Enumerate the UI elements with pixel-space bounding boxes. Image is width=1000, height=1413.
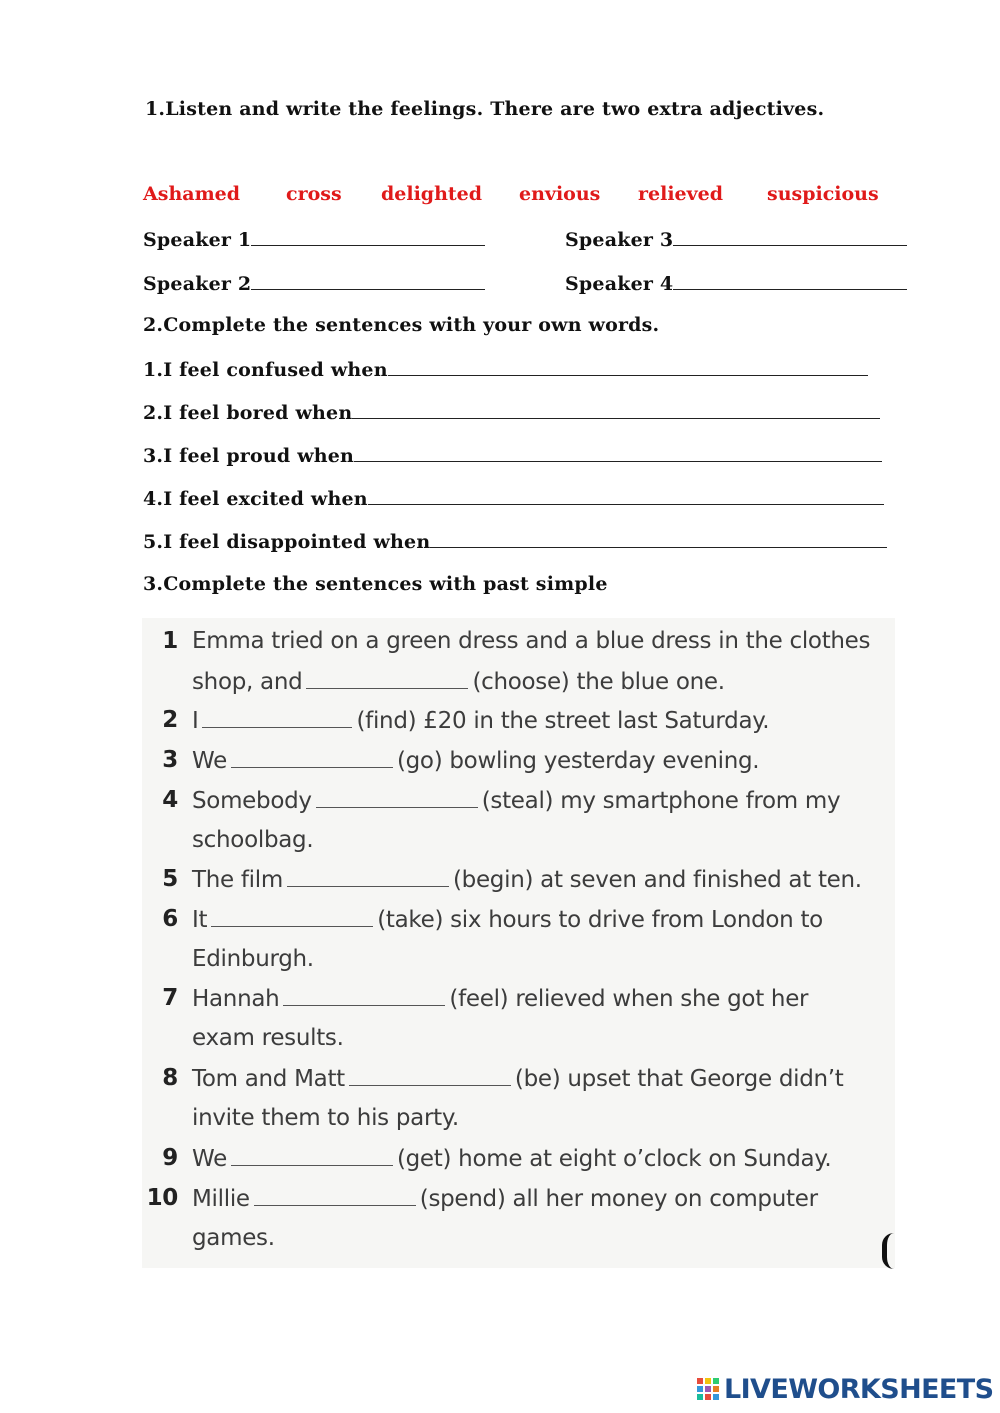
logo-text: LIVEWORKSHEETS [724, 1374, 994, 1405]
section1-heading: 1.Listen and write the feelings. There are two extra adjectives. [145, 98, 825, 120]
word-bank-item: relieved [638, 183, 724, 205]
answer-blank[interactable] [354, 443, 882, 462]
item-number: 1 [162, 628, 178, 654]
item-text: exam results. [192, 1025, 344, 1051]
answer-blank[interactable] [352, 400, 880, 419]
answer-blank[interactable] [368, 486, 884, 505]
word-bank-item: suspicious [767, 183, 879, 205]
sentence-row [143, 486, 884, 510]
item-text: Somebody (steal) my smartphone from my [192, 788, 841, 814]
sentence-row [143, 529, 887, 553]
sentence-prompt: 4.I feel excited when [143, 488, 368, 510]
item-number: 3 [162, 747, 178, 773]
item-number: 5 [162, 866, 178, 892]
item-number: 8 [162, 1065, 178, 1091]
speaker-label: Speaker 2 [143, 273, 252, 295]
item-number: 7 [162, 985, 178, 1011]
item-text: shop, and (choose) the blue one. [192, 669, 725, 695]
item-text: Hannah (feel) relieved when she got her [192, 986, 809, 1012]
sentence-prompt: 3.I feel proud when [143, 445, 355, 467]
item-number: 4 [162, 787, 178, 813]
sentence-prompt: 5.I feel disappointed when [143, 531, 431, 553]
word-bank-item: envious [519, 183, 601, 205]
item-text: games. [192, 1225, 275, 1251]
sentence-prompt: 2.I feel bored when [143, 402, 353, 424]
word-bank-item: cross [286, 183, 342, 205]
item-text: Edinburgh. [192, 946, 314, 972]
item-number: 10 [146, 1185, 178, 1211]
logo-icon [696, 1376, 722, 1410]
sentence-row [143, 400, 880, 424]
speaker-row [143, 271, 485, 295]
item-text: Emma tried on a green dress and a blue dress in the clothes [192, 628, 871, 654]
speaker-row [565, 271, 907, 295]
item-text: It (take) six hours to drive from London to [192, 907, 823, 933]
item-number: 2 [162, 707, 178, 733]
item-text: I (find) £20 in the street last Saturday. [192, 708, 770, 734]
verb-blank[interactable] [287, 866, 449, 887]
verb-blank[interactable] [306, 668, 468, 689]
verb-blank[interactable] [283, 985, 445, 1006]
section2-heading: 2.Complete the sentences with your own words. [143, 314, 660, 336]
answer-blank[interactable] [388, 357, 868, 376]
answer-blank[interactable] [251, 271, 485, 290]
item-text: The film (begin) at seven and finished at ten. [192, 867, 862, 893]
answer-blank[interactable] [430, 529, 887, 548]
answer-blank[interactable] [251, 227, 485, 246]
verb-blank[interactable] [231, 1145, 393, 1166]
item-text: Millie (spend) all her money on computer [192, 1186, 818, 1212]
sentence-row [143, 357, 868, 381]
verb-blank[interactable] [211, 906, 373, 927]
past-simple-exercise [142, 618, 895, 1268]
item-text: Tom and Matt (be) upset that George didn’t [192, 1066, 844, 1092]
verb-blank[interactable] [349, 1065, 511, 1086]
scan-mark [882, 1233, 901, 1269]
speaker-label: Speaker 1 [143, 229, 252, 251]
word-bank-item: delighted [381, 183, 483, 205]
sentence-prompt: 1.I feel confused when [143, 359, 388, 381]
speaker-label: Speaker 4 [565, 273, 674, 295]
sentence-row [143, 443, 882, 467]
speaker-row [143, 227, 485, 251]
item-text: schoolbag. [192, 827, 314, 853]
verb-blank[interactable] [202, 707, 352, 728]
answer-blank[interactable] [673, 227, 907, 246]
word-bank-item: Ashamed [143, 183, 241, 205]
item-text: We (get) home at eight o’clock on Sunday. [192, 1146, 832, 1172]
answer-blank[interactable] [673, 271, 907, 290]
speaker-label: Speaker 3 [565, 229, 674, 251]
verb-blank[interactable] [231, 747, 393, 768]
section3-heading: 3.Complete the sentences with past simple [143, 573, 608, 595]
item-number: 9 [162, 1145, 178, 1171]
item-text: We (go) bowling yesterday evening. [192, 748, 760, 774]
item-text: invite them to his party. [192, 1105, 459, 1131]
item-number: 6 [162, 906, 178, 932]
speaker-row [565, 227, 907, 251]
verb-blank[interactable] [316, 787, 478, 808]
verb-blank[interactable] [254, 1185, 416, 1206]
